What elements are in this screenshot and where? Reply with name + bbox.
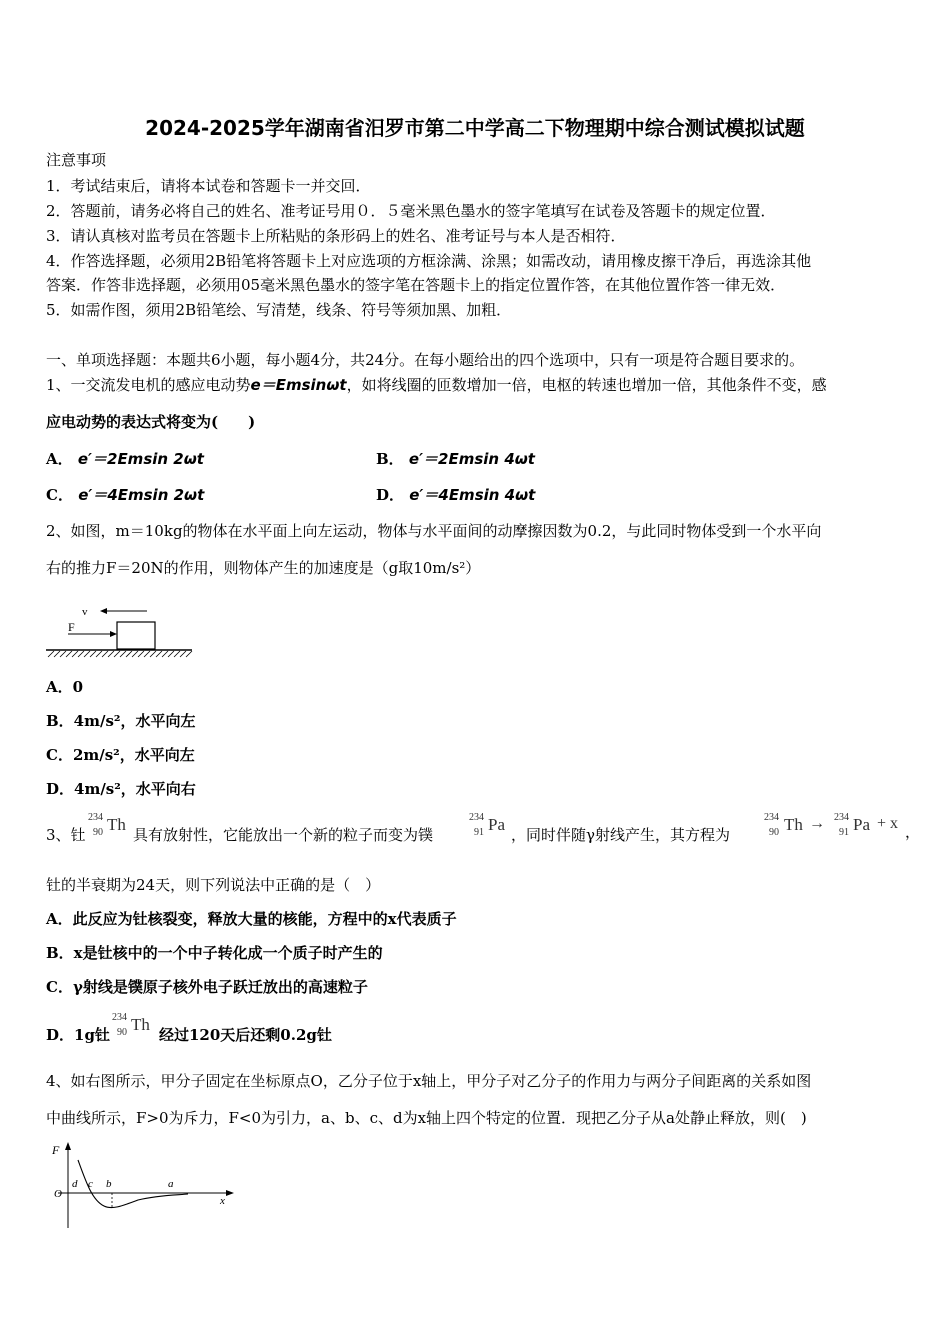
q3-option-c[interactable]: C．γ射线是镤原子核外电子跃迁放出的高速粒子 (46, 978, 368, 996)
x-axis-label: x (220, 1195, 225, 1207)
q3-stem-b: 具有放射性，它能放出一个新的粒子而变为镤 (133, 826, 434, 844)
q1-formula: e＝Emsinωt (250, 376, 347, 394)
notes-heading: 注意事项 (46, 151, 107, 169)
q3-option-d[interactable]: D．1g钍 234 90 Th 经过120天后还剩0.2g钍 (46, 1012, 332, 1044)
q2-option-b[interactable]: B．4m/s²，水平向左 (46, 712, 196, 730)
thorium-isotope: 234 90 Th (88, 812, 126, 838)
point-c-label: c (88, 1178, 93, 1190)
protactinium-isotope: 234 91 Pa (469, 812, 505, 838)
q4-stem-a: 4、如右图所示，甲分子固定在坐标原点O，乙分子位于x轴上，甲分子对乙分子的作用力与两分子间距离的关系如图 (46, 1072, 812, 1090)
q3-option-b[interactable]: B．x是钍核中的一个中子转化成一个质子时产生的 (46, 944, 383, 962)
force-label: F (68, 620, 75, 634)
q2-option-c[interactable]: C．2m/s²，水平向左 (46, 746, 195, 764)
section-heading: 一、单项选择题：本题共6小题，每小题4分，共24分。在每小题给出的四个选项中，只有一项是符合题目要求的。 (46, 351, 805, 369)
q3-stem-c: ，同时伴随γ射线产生，其方程为 (511, 826, 730, 844)
q1-stem (46, 375, 827, 395)
note-item: 3．请认真核对监考员在答题卡上所粘贴的条形码上的姓名、准考证号与本人是否相符． (46, 227, 626, 245)
point-b-label: b (106, 1178, 112, 1190)
note-item: 4．作答选择题，必须用2B铅笔将答题卡上对应选项的方框涂满、涂黑；如需改动，请用橡皮擦干净后，再选涂其他 (46, 252, 812, 270)
page-title: 2024-2025学年湖南省汨罗市第二中学高二下物理期中综合测试模拟试题 (145, 116, 805, 140)
note-item: 1．考试结束后，请将本试卷和答题卡一并交回． (46, 177, 371, 195)
note-item: 2．答题前，请务必将自己的姓名、准考证号用０．５毫米黑色墨水的签字笔填写在试卷及答题卡的规定位置． (46, 202, 776, 220)
q2-figure (44, 600, 196, 662)
q1-option-b[interactable]: B． e′＝2Emsin 4ωt (376, 450, 535, 468)
velocity-label: v (82, 606, 88, 618)
q3-stem-a: 3、钍 (46, 826, 86, 844)
q3-option-a[interactable]: A．此反应为钍核裂变，释放大量的核能，方程中的x代表质子 (46, 910, 457, 928)
q1-option-c[interactable]: C． e′＝4Emsin 2ωt (46, 486, 205, 504)
q2-stem-a: 2、如图，m＝10kg的物体在水平面上向左运动，物体与水平面间的动摩擦因数为0.2，与此同时物体受到一个水平向 (46, 522, 822, 540)
origin-label: O (54, 1188, 62, 1200)
decay-equation: 234 90 Th → 234 91 Pa + x ， (764, 812, 921, 841)
q1-stem-c: 应电动势的表达式将变为( ) (46, 413, 256, 431)
point-d-label: d (72, 1178, 78, 1190)
q4-force-graph (48, 1140, 238, 1232)
q2-option-a[interactable]: A．0 (46, 678, 84, 696)
f-axis-label: F (52, 1143, 60, 1157)
q4-stem-b: 中曲线所示，F>0为斥力，F<0为引力，a、b、c、d为x轴上四个特定的位置．现把乙分子从a处静止释放，则( ) (46, 1109, 807, 1127)
q1-option-d[interactable]: D． e′＝4Emsin 4ωt (376, 486, 536, 504)
q1-stem-b: ，如将线圈的匝数增加一倍，电枢的转速也增加一倍，其他条件不变，感 (346, 376, 827, 394)
q1-stem-a: 1、一交流发电机的感应电动势 (46, 376, 251, 394)
block (117, 622, 155, 649)
thorium-isotope: 234 90 Th (112, 1012, 150, 1038)
point-a-label: a (168, 1178, 174, 1190)
q2-stem-b: 右的推力F＝20N的作用，则物体产生的加速度是（g取10m/s²） (46, 559, 481, 577)
q1-option-a[interactable]: A． e′＝2Emsin 2ωt (46, 450, 204, 468)
q2-option-d[interactable]: D．4m/s²，水平向右 (46, 780, 196, 798)
note-item: 5．如需作图，须用2B铅笔绘、写清楚，线条、符号等须加黑、加粗． (46, 301, 512, 319)
note-item: 答案．作答非选择题，必须用05毫米黑色墨水的签字笔在答题卡上的指定位置作答，在其他位置作答一律无效． (46, 276, 786, 294)
q3-stem-d: 钍的半衰期为24天，则下列说法中正确的是（ ） (46, 876, 381, 894)
